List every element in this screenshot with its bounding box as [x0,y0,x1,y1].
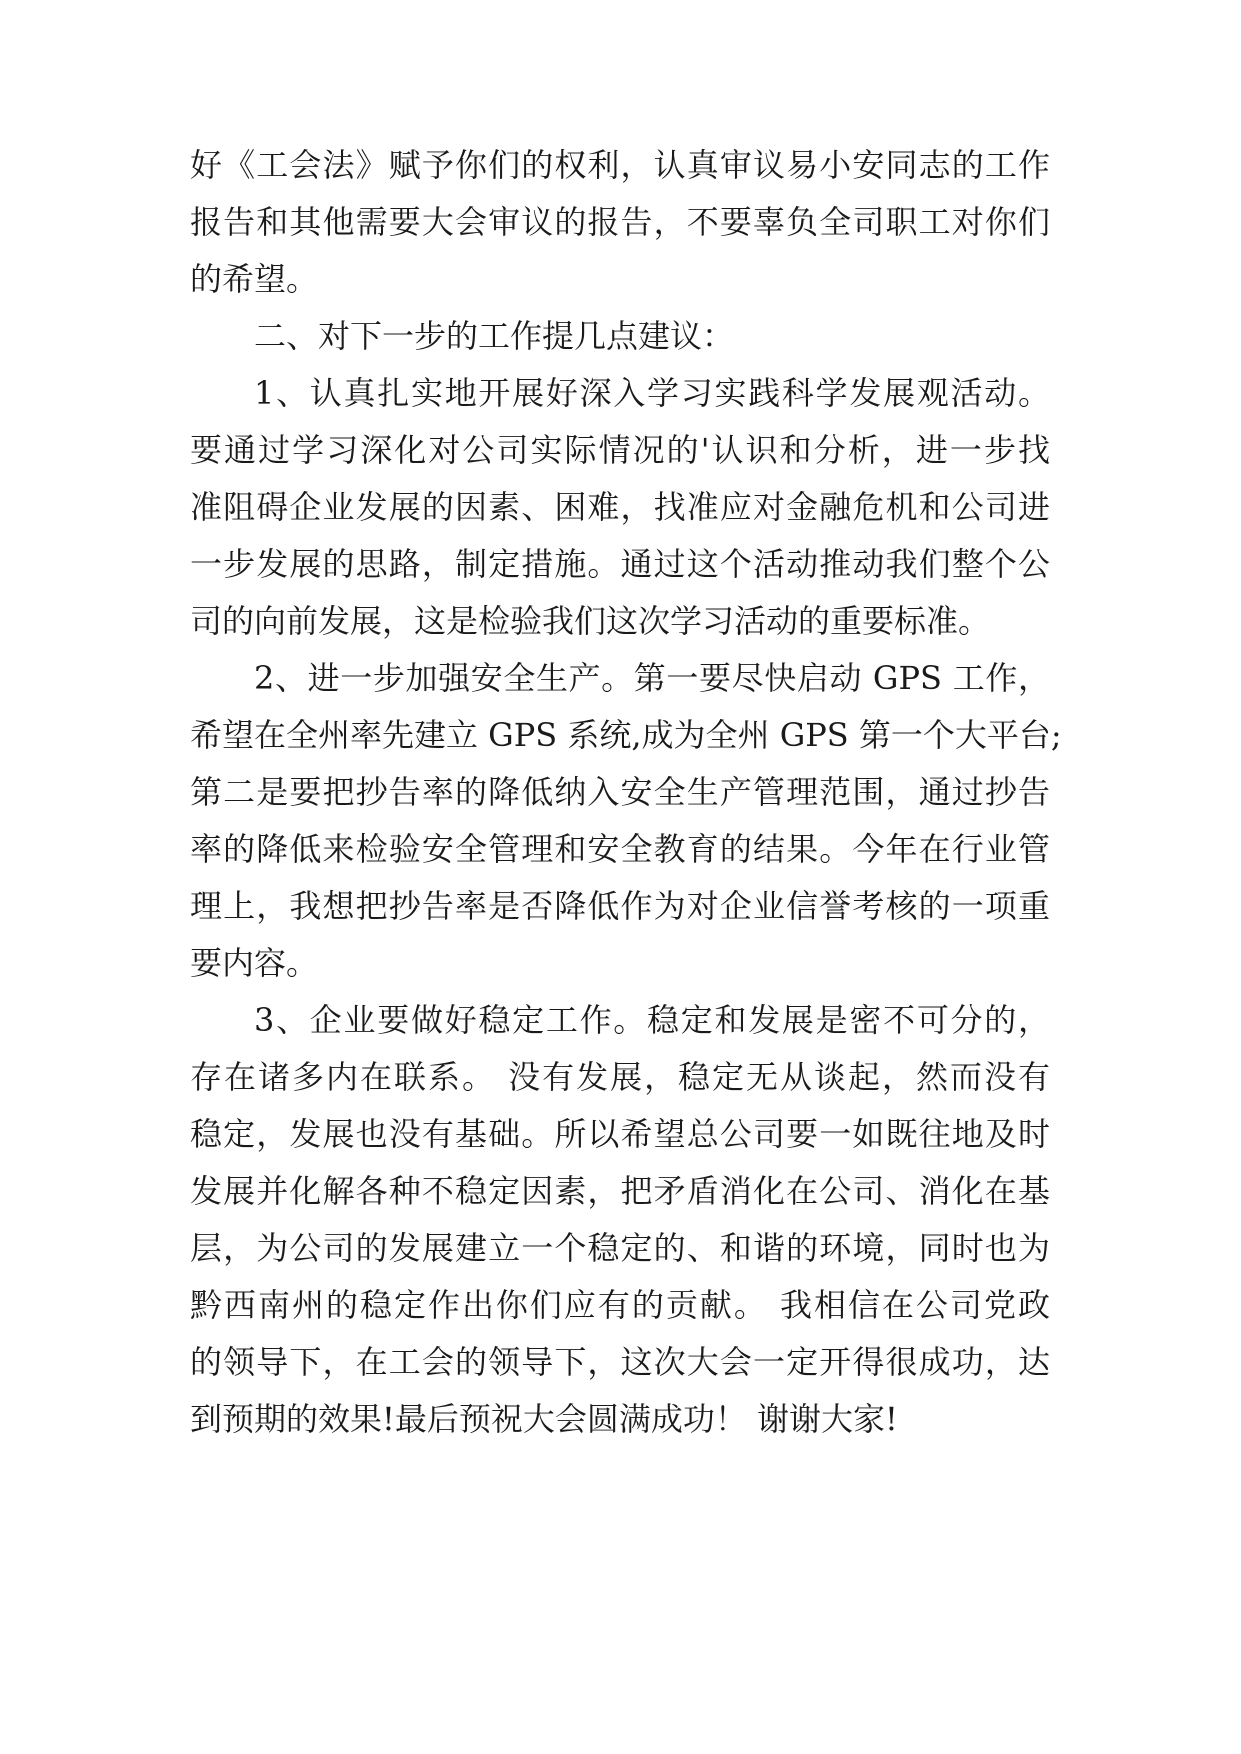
text-line-14: 理上，我想把抄告率是否降低作为对企业信誉考核的一项重 [190,887,1050,925]
text-line-20: 层，为公司的发展建立一个稳定的、和谐的环境，同时也为 [190,1229,1050,1267]
text-line-11: 希望在全州率先建立 GPS 系统,成为全州 GPS 第一个大平台; [190,716,1062,754]
text-line-1: 好《工会法》赋予你们的权利，认真审议易小安同志的工作 [190,146,1050,184]
text-line-21: 黔西南州的稳定作出你们应有的贡献。 我相信在公司党政 [190,1286,1050,1324]
text-line-9: 司的向前发展，这是检验我们这次学习活动的重要标准。 [190,602,991,640]
text-line-23: 到预期的效果!最后预祝大会圆满成功！ 谢谢大家! [190,1400,898,1438]
item-1-heading: 1、认真扎实地开展好深入学习实践科学发展观活动。 [254,374,1050,412]
text-line-8: 一步发展的思路，制定措施。通过这个活动推动我们整个公 [190,545,1050,583]
text-line-22: 的领导下，在工会的领导下，这次大会一定开得很成功，达 [190,1343,1050,1381]
item-2-heading: 2、进一步加强安全生产。第一要尽快启动 GPS 工作， [254,659,1050,697]
text-line-6: 要通过学习深化对公司实际情况的'认识和分析，进一步找 [190,431,1050,469]
section-heading-2: 二、对下一步的工作提几点建议： [254,317,735,355]
text-line-2: 报告和其他需要大会审议的报告，不要辜负全司职工对你们 [190,203,1050,241]
text-line-7: 准阻碍企业发展的因素、困难，找准应对金融危机和公司进 [190,488,1050,526]
text-line-3: 的希望。 [190,260,319,298]
text-line-13: 率的降低来检验安全管理和安全教育的结果。今年在行业管 [190,830,1050,868]
text-line-15: 要内容。 [190,944,319,982]
text-line-12: 第二是要把抄告率的降低纳入安全生产管理范围，通过抄告 [190,773,1050,811]
text-line-19: 发展并化解各种不稳定因素，把矛盾消化在公司、消化在基 [190,1172,1050,1210]
item-3-heading: 3、企业要做好稳定工作。稳定和发展是密不可分的， [254,1001,1050,1039]
text-line-18: 稳定，发展也没有基础。所以希望总公司要一如既往地及时 [190,1115,1050,1153]
text-line-17: 存在诸多内在联系。 没有发展，稳定无从谈起，然而没有 [190,1058,1050,1096]
